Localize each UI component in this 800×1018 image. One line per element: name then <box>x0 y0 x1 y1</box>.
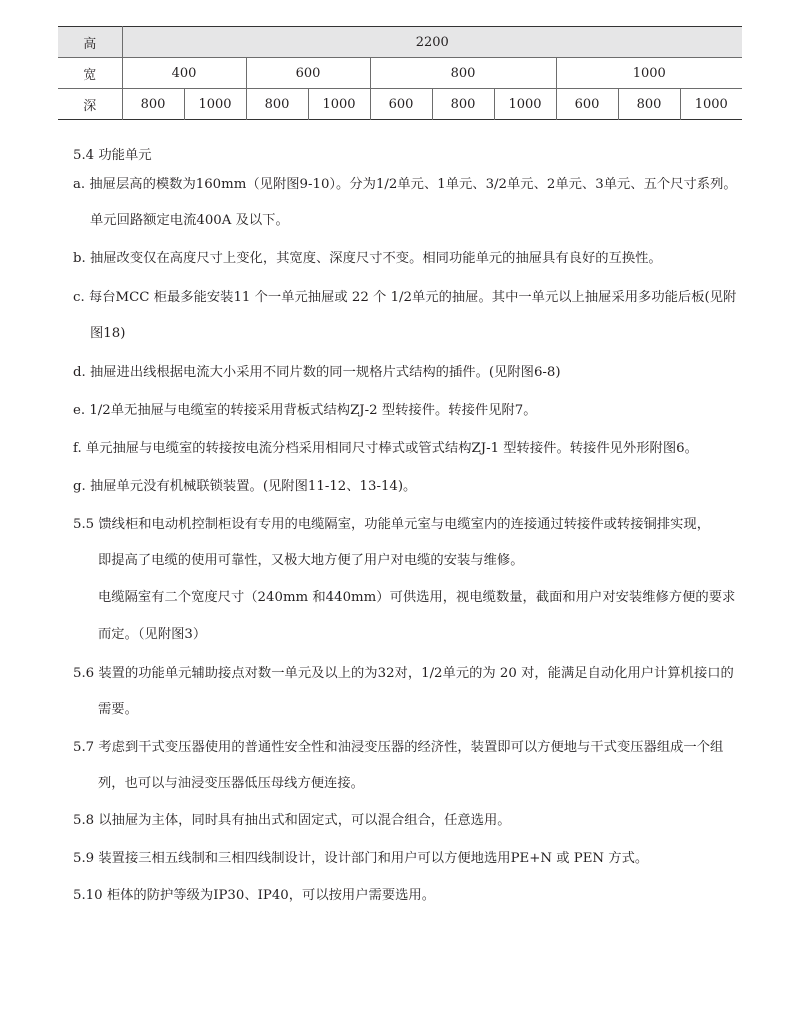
text-line: 即提高了电缆的使用可靠性，又极大地方便了用户对电缆的安装与维修。 <box>98 553 524 568</box>
text-line: d. 抽屉进出线根据电流大小采用不同片数的同一规格片式结构的插件。(见附图6-8) <box>73 365 561 380</box>
depth-row <box>58 89 742 120</box>
text-line: f. 单元抽屉与电缆室的转接按电流分档采用相同尺寸棒式或管式结构ZJ-1 型转接件。转接件见外形附图6。 <box>73 441 698 456</box>
text-line: 单元回路额定电流400A 及以下。 <box>90 213 289 228</box>
text-line: g. 抽屉单元没有机械联锁装置。(见附图11-12、13-14)。 <box>73 479 417 494</box>
text-line: 5.8 以抽屉为主体，同时具有抽出式和固定式，可以混合组合，任意选用。 <box>73 813 511 828</box>
depth-value: 1000 <box>184 89 246 120</box>
text-line: 电缆隔室有二个宽度尺寸（240mm 和440mm）可供选用，视电缆数量，截面和用户对安装维修方便的要求 <box>98 590 736 605</box>
depth-value: 800 <box>432 89 494 120</box>
text-line: e. 1/2单无抽屉与电缆室的转接采用背板式结构ZJ-2 型转接件。转接件见附7。 <box>73 403 537 418</box>
text-line: c. 每台MCC 柜最多能安装11 个一单元抽屉或 22 个 1/2单元的抽屉。其中一单元以上抽屉采用多功能后板(见附 <box>73 290 737 305</box>
depth-value: 1000 <box>308 89 370 120</box>
text-line: b. 抽屉改变仅在高度尺寸上变化，其宽度、深度尺寸不变。相同功能单元的抽屉具有良好的互换性。 <box>73 251 662 266</box>
text-line: 5.10 柜体的防护等级为IP30、IP40，可以按用户需要选用。 <box>73 888 436 903</box>
text-line: 而定。（见附图3） <box>98 627 207 642</box>
width-row <box>58 58 742 89</box>
width-value: 400 <box>122 58 246 89</box>
dimension-table <box>58 26 742 120</box>
width-value: 600 <box>246 58 370 89</box>
text-line: 列，也可以与油浸变压器低压母线方便连接。 <box>98 776 364 791</box>
text-line: 5.9 装置接三相五线制和三相四线制设计，设计部门和用户可以方便地选用PE+N 或 PEN 方式。 <box>73 851 649 866</box>
text-line: a. 抽屉层高的模数为160mm（见附图9-10）。分为1/2单元、1单元、3/2单元、2单元、3单元、五个尺寸系列。 <box>73 177 737 192</box>
depth-value: 800 <box>618 89 680 120</box>
section-heading: 5.4 功能单元 <box>73 148 152 163</box>
depth-value: 600 <box>556 89 618 120</box>
height-row <box>58 27 742 58</box>
text-line: 5.6 装置的功能单元辅助接点对数一单元及以上的为32对，1/2单元的为 20 对，能满足自动化用户计算机接口的 <box>73 666 734 681</box>
depth-value: 800 <box>122 89 184 120</box>
depth-value: 1000 <box>680 89 742 120</box>
width-label: 宽 <box>83 67 97 83</box>
width-value: 1000 <box>556 58 742 89</box>
depth-value: 1000 <box>494 89 556 120</box>
width-value: 800 <box>370 58 556 89</box>
text-line: 图18) <box>90 326 126 341</box>
depth-value: 800 <box>246 89 308 120</box>
text-line: 5.5 馈线柜和电动机控制柜设有专用的电缆隔室，功能单元室与电缆室内的连接通过转接件或转接铜排实现， <box>73 517 711 532</box>
height-value: 2200 <box>122 27 742 58</box>
text-line: 需要。 <box>98 702 138 717</box>
depth-label: 深 <box>83 98 97 114</box>
text-line: 5.7 考虑到干式变压器使用的普通性安全性和油浸变压器的经济性，装置即可以方便地与干式变压器组成一个组 <box>73 740 724 755</box>
depth-value: 600 <box>370 89 432 120</box>
height-label: 高 <box>58 27 122 58</box>
